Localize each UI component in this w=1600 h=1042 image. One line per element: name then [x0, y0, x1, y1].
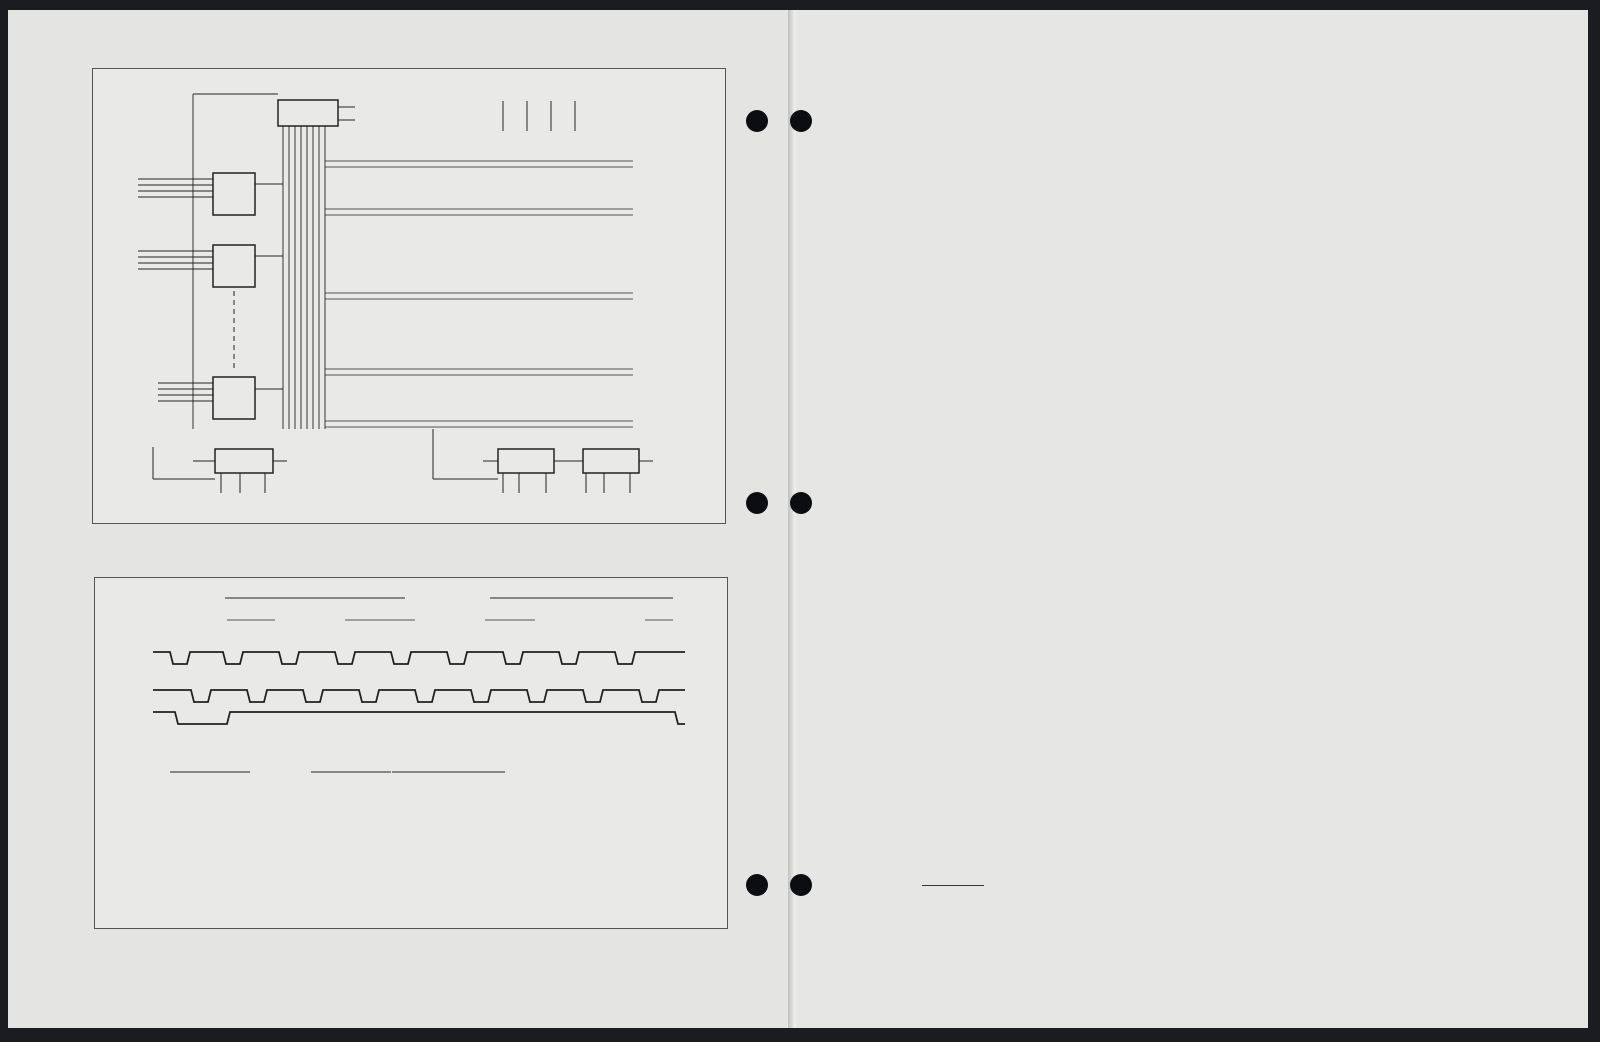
- binder-hole: [790, 492, 812, 514]
- binder-hole: [746, 874, 768, 896]
- binder-hole: [746, 110, 768, 132]
- shift-register-left: [215, 449, 273, 473]
- binder-hole: [790, 874, 812, 896]
- figure1-diagram: [93, 69, 725, 523]
- sync-waveform: [153, 712, 685, 724]
- binder-hole: [746, 492, 768, 514]
- left-page: [8, 10, 794, 1028]
- shift-register-right-1: [498, 449, 554, 473]
- binder-hole: [790, 110, 812, 132]
- right-page: [796, 10, 1588, 1028]
- figure2-timing-diagram: [95, 578, 727, 928]
- rom-1-block: [213, 245, 255, 287]
- footnote-rule: [922, 885, 984, 886]
- phi2-waveform: [153, 690, 685, 702]
- phi1-waveform: [153, 652, 685, 664]
- figure2-box: [94, 577, 728, 929]
- rom-15-block: [213, 377, 255, 419]
- figure1-box: [92, 68, 726, 524]
- rom-0-block: [213, 173, 255, 215]
- cpu-4004-block: [278, 100, 338, 126]
- shift-register-right-2: [583, 449, 639, 473]
